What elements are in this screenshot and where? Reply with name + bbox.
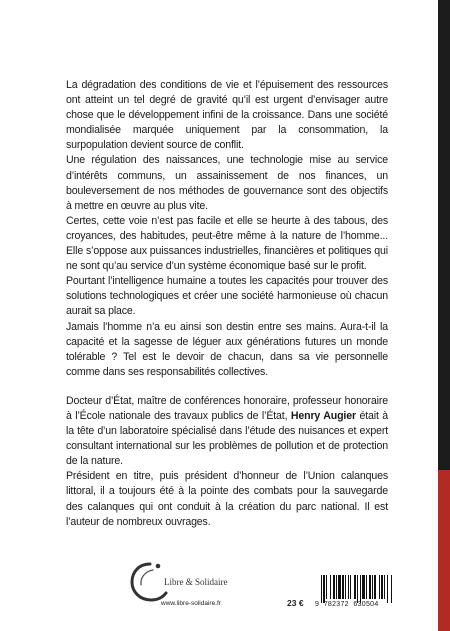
publisher-logo	[128, 558, 248, 606]
paragraph-5: Jamais l’homme n’a eu ainsi son destin entre ses mains. Aura-t-il la capacité et la sagesse de léguer aux générations futures un monde tolérable ? Tel est le devoir de chacun, dans sa vie personnelle comme dans ses responsabilités collectives.	[66, 320, 388, 378]
author-bio-second: Président en titre, puis président d’honneur de l’Union calanques littoral, il a toujours été à la pointe des combats pour la sauvegarde des calanques qui ont conduit à la création du parc national. Il est l’auteur de nombreux ouvrages.	[66, 470, 388, 528]
paragraph-4: Pourtant l’intelligence humaine a toutes les capacités pour trouver des solutions technologiques et créer une société harmonieuse où chacun aurait sa place.	[66, 275, 388, 318]
barcode-icon	[315, 575, 410, 603]
author-bio-rest: était à la tête d’un laboratoire spécialisé dans l’étude des nuisances et expert consultant international sur les problèmes de pollution et de protection de la nature.	[66, 409, 389, 468]
isbn-last-group: 630504	[353, 601, 379, 608]
back-cover-text	[66, 78, 388, 530]
publisher-logo-text: Libre & Solidaire	[164, 577, 228, 587]
author-name: Henry Augier	[290, 409, 356, 422]
paragraph-3: Certes, cette voie n’est pas facile et elle se heurte à des tabous, des croyances, des habitudes, peut-être même à la nature de l’homme... Elle s’oppose aux puissances industrielles, financières et politiques qui ne sont qu’au service d’un système économique basé sur le profit.	[66, 214, 388, 273]
price: 23 €	[287, 598, 304, 608]
publisher-website: www.libre-solidaire.fr	[161, 600, 221, 607]
isbn-barcode	[315, 575, 410, 613]
isbn-middle-group: 782372	[323, 601, 349, 608]
isbn-number	[315, 601, 410, 608]
paragraph-1: La dégradation des conditions de vie et l’épuisement des ressources ont atteint un tel degré de gravité qu’il est urgent d’envisager autre chose que le développement infini de la croissance. Dans une société mondialisée marquée uniquement par la consommation, la surpopulation devient source de conflit.	[66, 79, 388, 152]
author-bio	[66, 394, 388, 469]
paragraph-2: Une régulation des naissances, une technologie mise au service d’intérêts communs, un assainissement de nos finances, un bouleversement de nos méthodes de gouvernance sont des objectifs à mettre en œuvre au plus vite.	[66, 154, 388, 212]
author-bio-intro: Docteur d’État, maître de conférences honoraire, professeur honoraire à l’École nationale des travaux publics de l’État,	[66, 394, 388, 422]
spine-red-band	[438, 470, 450, 631]
isbn-first-digit: 9	[315, 601, 320, 608]
